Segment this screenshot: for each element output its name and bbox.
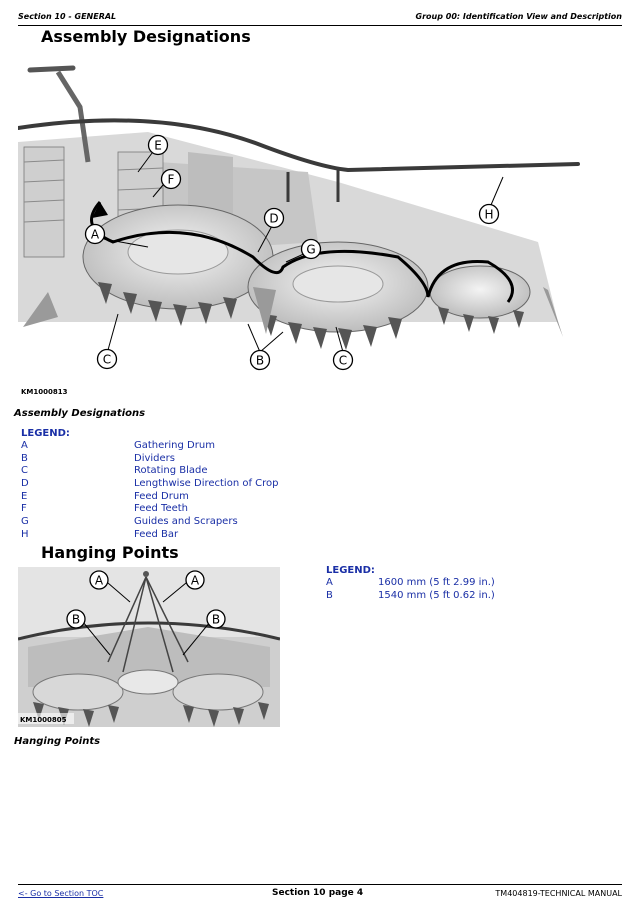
go-to-section-toc-link[interactable]: <- Go to Section TOC xyxy=(18,889,104,898)
svg-text:A: A xyxy=(94,573,104,588)
svg-text:A: A xyxy=(190,573,200,588)
callout-e xyxy=(149,136,168,155)
assembly-caption: Assembly Designations xyxy=(14,408,146,419)
hanging-figure-id: KM1000805 xyxy=(20,716,67,724)
hanging-title: Hanging Points xyxy=(41,543,179,562)
legend-row: B Dividers xyxy=(21,452,175,464)
svg-text:B: B xyxy=(255,353,265,368)
callout-c-right xyxy=(334,351,353,370)
svg-text:B: B xyxy=(71,612,81,627)
legend-row: F Feed Teeth xyxy=(21,503,189,515)
legend-row: C Rotating Blade xyxy=(21,465,208,477)
svg-text:H: H xyxy=(484,207,494,222)
svg-text:G: G xyxy=(306,242,316,257)
legend-row: B 1540 mm (5 ft 0.62 in.) xyxy=(326,589,495,601)
legend-row: A 1600 mm (5 ft 2.99 in.) xyxy=(326,577,495,588)
hanging-callout-a-left xyxy=(90,571,108,589)
callout-b-left xyxy=(251,351,270,370)
svg-text:B: B xyxy=(211,612,221,627)
assembly-figure-id: KM1000813 xyxy=(21,388,68,396)
page-number: Section 10 page 4 xyxy=(272,888,364,898)
hanging-callout-a-right xyxy=(186,571,204,589)
footer-divider xyxy=(18,884,622,885)
hanging-legend-title: LEGEND: xyxy=(326,565,375,576)
header-section: Section 10 - GENERAL xyxy=(18,12,117,21)
callout-f xyxy=(162,170,181,189)
legend-row: E Feed Drum xyxy=(21,490,189,502)
assembly-title: Assembly Designations xyxy=(41,27,251,46)
svg-text:C: C xyxy=(338,353,348,368)
assembly-legend-title: LEGEND: xyxy=(21,428,70,439)
svg-text:F: F xyxy=(167,172,175,187)
svg-text:D: D xyxy=(269,211,279,226)
legend-row: G Guides and Scrapers xyxy=(21,516,238,528)
legend-row: H Feed Bar xyxy=(21,528,179,540)
hanging-callout-b-left xyxy=(67,610,85,628)
svg-text:C: C xyxy=(102,352,112,367)
callout-c-left xyxy=(98,350,117,369)
svg-text:A: A xyxy=(90,227,100,242)
callout-h xyxy=(480,205,499,224)
manual-id: TM404819-TECHNICAL MANUAL xyxy=(495,889,622,898)
callout-g xyxy=(302,240,321,259)
header-divider xyxy=(18,25,622,26)
legend-row: A Gathering Drum xyxy=(21,440,215,451)
header-group: Group 00: Identification View and Description xyxy=(415,12,622,21)
hanging-callout-b-right xyxy=(207,610,225,628)
hanging-caption: Hanging Points xyxy=(14,736,101,747)
callout-d xyxy=(265,209,284,228)
assembly-legend xyxy=(21,428,279,542)
assembly-figure xyxy=(18,52,618,382)
legend-row: D Lengthwise Direction of Crop xyxy=(21,478,279,490)
hanging-figure xyxy=(18,567,280,727)
hanging-legend xyxy=(326,565,495,602)
callout-a xyxy=(86,225,105,244)
svg-text:E: E xyxy=(154,138,162,153)
